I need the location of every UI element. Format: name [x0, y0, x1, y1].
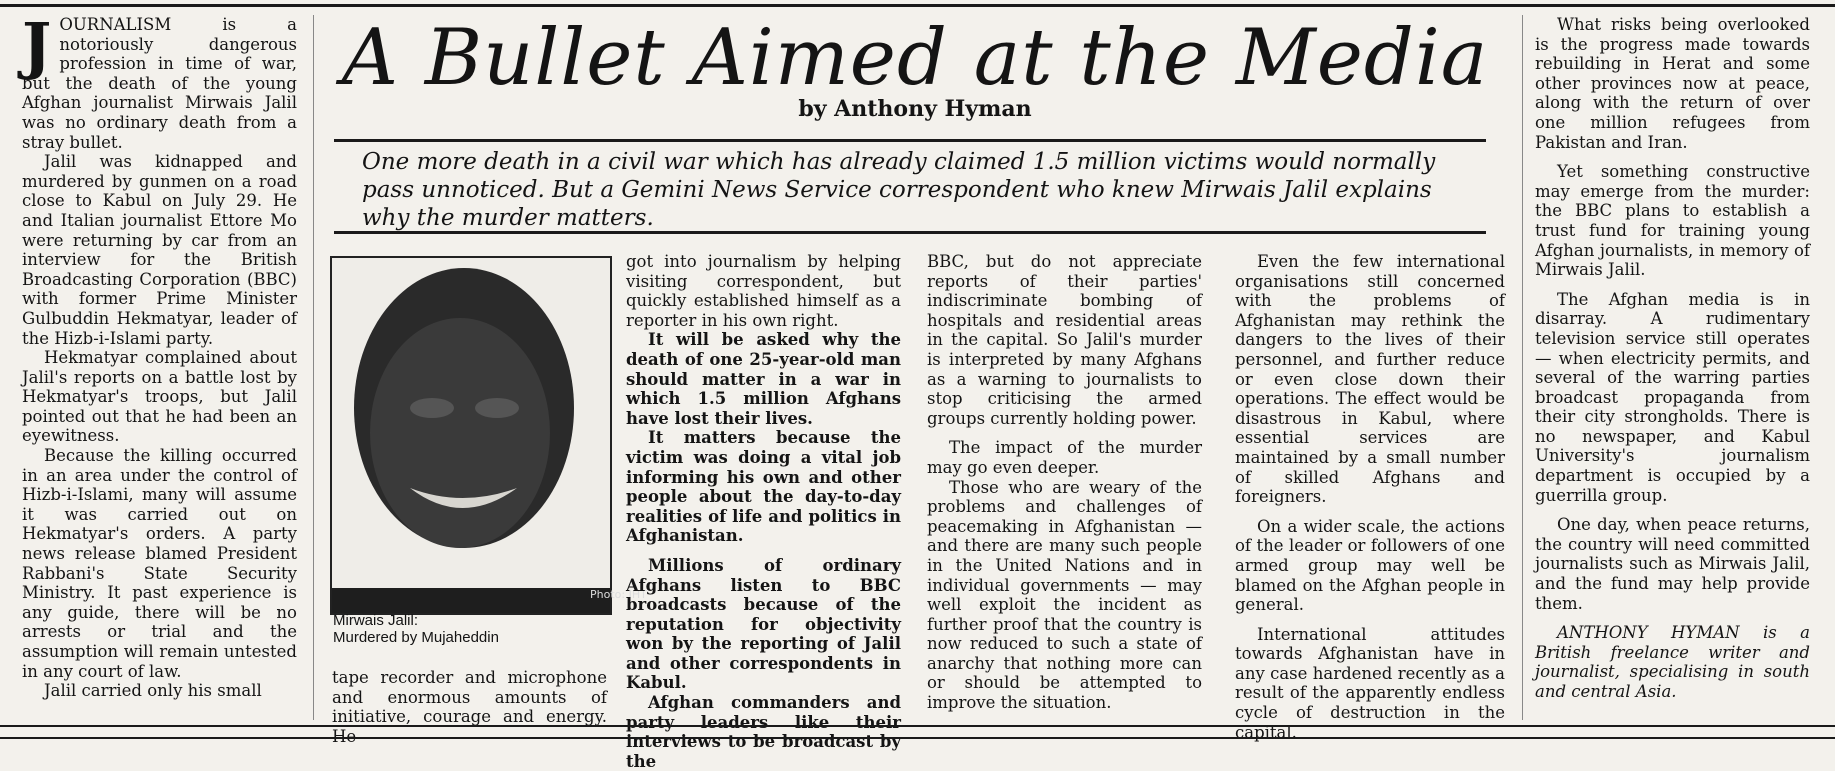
column-divider-2	[1522, 15, 1523, 720]
col3-paragraph-5: Afghan commanders and party leaders like their interviews to be broadcast by the	[626, 693, 901, 771]
col4-paragraph-2: The impact of the murder may go even deeper.	[927, 438, 1202, 477]
col5-paragraph-2: On a wider scale, the actions of the leader or followers of one armed group may well be blamed on the Afghan people in general.	[1235, 516, 1505, 615]
author-bio: ANTHONY HYMAN is a British freelance writer and journalist, specialising in south and central Asia.	[1535, 623, 1810, 701]
portrait-photo	[330, 256, 647, 615]
col1-paragraph-5: Jalil carried only his small	[44, 681, 262, 701]
col1-paragraph-2: Jalil was kidnapped and murdered by gunmen on a road close to Kabul on July 29. He and Italian journalist Ettore Mo were returning by car from an interview for the British Broadcasting Corporation (BBC) with former Prime Minister Gulbuddin Hekmatyar, leader of the Hizb-i-Islami party.	[22, 152, 297, 348]
col2-paragraph-1: tape recorder and microphone and enormous amounts of initiative, courage and energy. He	[332, 668, 607, 746]
col3-paragraph-4: Millions of ordinary Afghans listen to BBC broadcasts because of the reputation for objectivity won by the reporting of Jalil and other correspondents in Kabul.	[626, 555, 901, 693]
column-6	[1535, 15, 1810, 702]
top-rule	[0, 4, 1835, 7]
portrait-image	[332, 258, 647, 613]
col1-paragraph-1: JOURNALISM is a notoriously dangerous profession in time of war, but the death of the young Afghan journalist Mirwais Jalil was no ordinary death from a stray bullet.	[22, 9, 297, 152]
headline: A Bullet Aimed at the Media	[341, 13, 1489, 103]
col6-paragraph-2: Yet something constructive may emerge from the murder: the BBC plans to establish a trust fund for training young Afghan journalists, in memory of Mirwais Jalil.	[1535, 162, 1810, 280]
col3-paragraph-2: It will be asked why the death of one 25-year-old man should matter in a war in which 1.5 million Afghans have lost their lives.	[626, 330, 901, 428]
photo-caption	[333, 612, 603, 646]
col3-paragraph-3: It matters because the victim was doing a vital job informing his own and other people about the day-to-day realities of life and politics in Afghanistan.	[626, 428, 901, 546]
caption-text: Murdered by Mujaheddin	[333, 629, 499, 646]
byline: by Anthony Hyman	[798, 96, 1032, 122]
column-divider-1	[313, 15, 314, 720]
bottom-rules	[0, 725, 1835, 739]
col6-paragraph-3: The Afghan media is in disarray. A rudimentary television service still operates — when electricity permits, and several of the warring parties broadcast propaganda from their city strongholds. There is no newspaper, and Kabul University's journalism department is occupied by a guerrilla group.	[1535, 289, 1810, 505]
column-3	[626, 252, 901, 771]
col5-paragraph-3: International attitudes towards Afghanistan have in any case hardened recently as a result of the apparently endless cycle of destruction in the capital.	[1235, 624, 1505, 742]
caption-name: Mirwais Jalil:	[333, 612, 419, 629]
col6-paragraph-4: One day, when peace returns, the country will need committed journalists such as Mirwais Jalil, and the fund may help provide them.	[1535, 515, 1810, 613]
deck-bottom-rule	[334, 231, 1486, 234]
col5-paragraph-1: Even the few international organisations still concerned with the problems of Afghanistan may rethink the dangers to the lives of their personnel, and further reduce or even close down their operations. The effect would be disastrous in Kabul, where essential services are maintained by a small number of skilled Afghans and foreigners.	[1235, 252, 1505, 507]
deck: One more death in a civil war which has already claimed 1.5 million victims would normally pass unnoticed. But a Gemini News Service correspondent who knew Mirwais Jalil explains why the murder matters.	[362, 149, 1436, 231]
col1-paragraph-3: Hekmatyar complained about Jalil's reports on a battle lost by Hekmatyar's troops, but Jalil pointed out that he had been an eyewitness.	[22, 348, 297, 446]
col6-paragraph-1: What risks being overlooked is the progress made towards rebuilding in Herat and some other provinces now at peace, along with the return of over one million refugees from Pakistan and Iran.	[1535, 15, 1810, 152]
column-1	[22, 9, 297, 701]
column-5	[1235, 252, 1505, 742]
col1-paragraph-4: Because the killing occurred in an area under the control of Hizb-i-Islami, many will assume it was carried out on Hekmatyar's orders. A party news release blamed President Rabbani's State Security Ministry. It past experience is any guide, there will be no arrests or trial and the assumption will remain untested in any court of law.	[22, 446, 297, 681]
column-4	[927, 252, 1202, 713]
col4-paragraph-1: BBC, but do not appreciate reports of their parties' indiscriminate bombing of hospitals and residential areas in the capital. So Jalil's murder is interpreted by many Afghans as a warning to journalists to stop criticising the armed groups currently holding power.	[927, 252, 1202, 428]
photo-credit: Photo: IHT	[590, 588, 647, 601]
col3-paragraph-1: got into journalism by helping visiting correspondent, but quickly established himself as a reporter in his own right.	[626, 252, 901, 330]
col4-paragraph-3: Those who are weary of the problems and challenges of peacemaking in Afghanistan — and there are many such people in the United Nations and in individual governments — may well exploit the incident as further proof that the country is now reduced to such a state of anarchy that nothing more can or should be attempted to improve the situation.	[927, 477, 1202, 713]
deck-top-rule	[334, 139, 1486, 142]
drop-cap: J	[22, 9, 52, 82]
